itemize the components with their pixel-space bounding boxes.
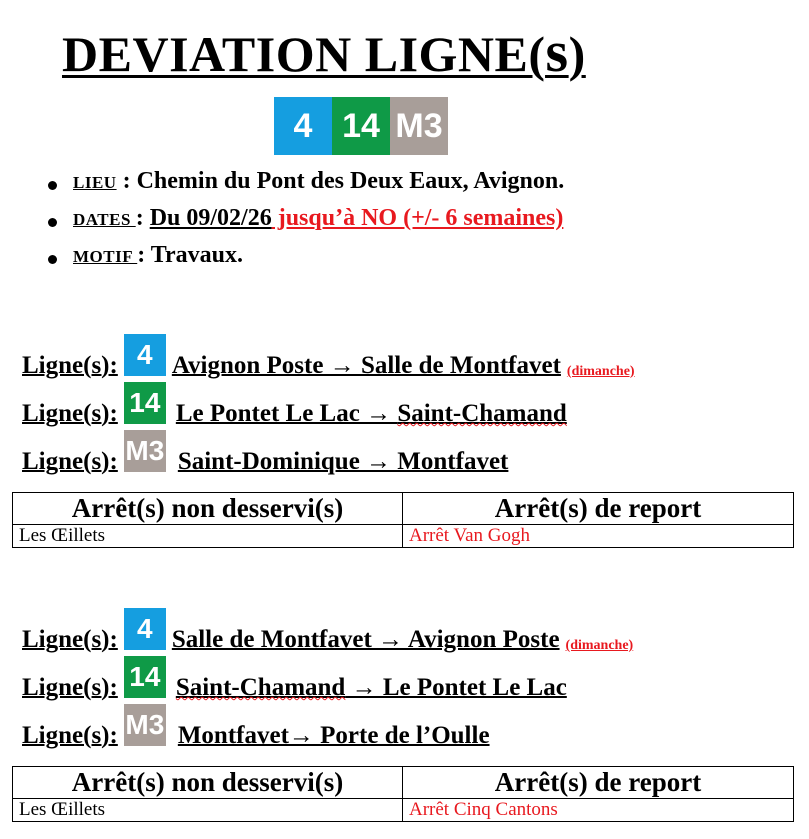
route-note: (dimanche) bbox=[566, 364, 635, 379]
bullet-icon bbox=[48, 181, 57, 190]
line-14-icon: 14 bbox=[124, 382, 166, 424]
info-lieu: LIEU : Chemin du Pont des Deux Eaux, Avignon. bbox=[48, 168, 564, 205]
line-14-badge: 14 bbox=[332, 97, 390, 155]
route-line-14-return bbox=[22, 656, 567, 702]
stop-report: Arrêt Cinq Cantons bbox=[403, 799, 794, 822]
route-line-4-return bbox=[22, 608, 633, 654]
line-m3-badge: M3 bbox=[390, 97, 448, 155]
bullet-icon bbox=[48, 218, 57, 227]
route-line-4-outbound bbox=[22, 334, 635, 380]
col-header-report: Arrêt(s) de report bbox=[403, 493, 794, 525]
line-4-icon: 4 bbox=[124, 608, 166, 650]
route-text: Montfavet→ Porte de l’Oulle bbox=[177, 722, 490, 749]
info-list bbox=[48, 168, 564, 279]
bullet-icon bbox=[48, 255, 57, 264]
col-header-report: Arrêt(s) de report bbox=[403, 767, 794, 799]
route-line-m3-outbound bbox=[22, 430, 508, 476]
col-header-not-served: Arrêt(s) non desservi(s) bbox=[13, 767, 403, 799]
line-m3-icon: M3 bbox=[124, 704, 166, 746]
route-line-14-outbound bbox=[22, 382, 567, 428]
line-4-icon: 4 bbox=[124, 334, 166, 376]
page-title: DEVIATION LIGNE(s) bbox=[62, 19, 586, 84]
line-badges bbox=[274, 97, 448, 155]
route-text: Saint-Dominique → Montfavet bbox=[177, 448, 509, 475]
table-row bbox=[13, 799, 794, 822]
info-dates: DATES : Du 09/02/26 jusqu’à NO (+/- 6 semaines) bbox=[48, 205, 564, 242]
line-label: Ligne(s): bbox=[22, 626, 118, 653]
line-label: Ligne(s): bbox=[22, 722, 118, 749]
line-m3-icon: M3 bbox=[124, 430, 166, 472]
stop-report: Arrêt Van Gogh bbox=[403, 525, 794, 548]
line-14-icon: 14 bbox=[124, 656, 166, 698]
col-header-not-served: Arrêt(s) non desservi(s) bbox=[13, 493, 403, 525]
stops-table-1 bbox=[12, 492, 794, 548]
stops-table-2 bbox=[12, 766, 794, 822]
info-motif: MOTIF : Travaux. bbox=[48, 242, 564, 279]
route-text: Avignon Poste → Salle de Montfavet bbox=[171, 352, 561, 379]
line-label: Ligne(s): bbox=[22, 448, 118, 475]
line-label: Ligne(s): bbox=[22, 400, 118, 427]
stop-not-served: Les Œillets bbox=[13, 525, 403, 548]
line-4-badge: 4 bbox=[274, 97, 332, 155]
route-text: Salle de Montfavet → Avignon Poste bbox=[171, 626, 560, 653]
route-note: (dimanche) bbox=[565, 638, 634, 653]
table-row bbox=[13, 525, 794, 548]
route-line-m3-return bbox=[22, 704, 490, 750]
route-text: Le Pontet Le Lac → Saint-Chamand bbox=[175, 400, 567, 427]
line-label: Ligne(s): bbox=[22, 352, 118, 379]
stop-not-served: Les Œillets bbox=[13, 799, 403, 822]
line-label: Ligne(s): bbox=[22, 674, 118, 701]
route-text: Saint-Chamand → Le Pontet Le Lac bbox=[175, 674, 567, 701]
